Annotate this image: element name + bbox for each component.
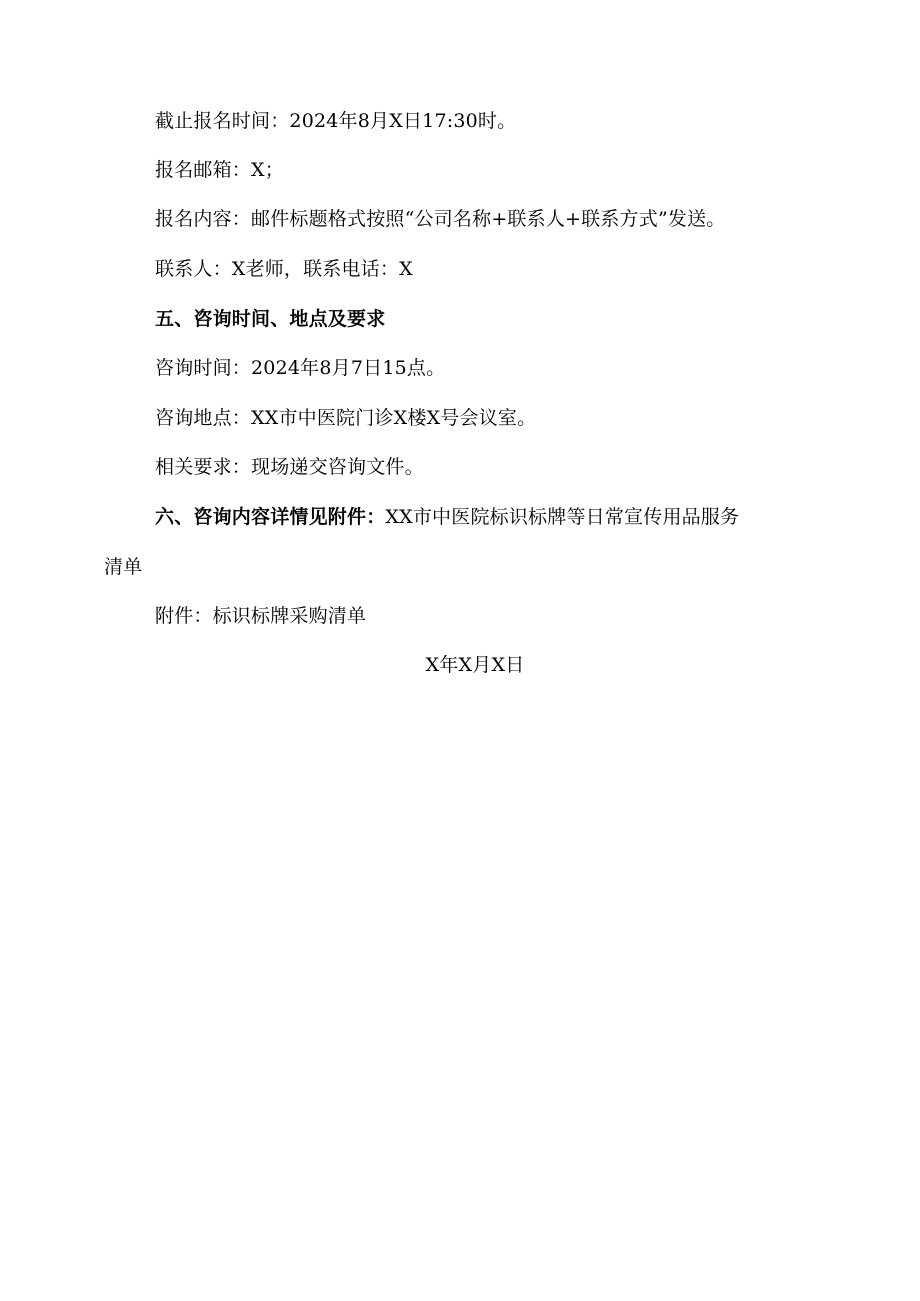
section-6-heading: 六、咨询内容详情见附件： bbox=[155, 506, 386, 528]
registration-content: 报名内容：邮件标题格式按照“公司名称+联系人+联系方式”发送。 bbox=[155, 208, 726, 230]
attachment-line: 附件：标识标牌采购清单 bbox=[155, 605, 367, 627]
registration-contact: 联系人：X老师，联系电话：X bbox=[155, 258, 413, 280]
registration-deadline: 截止报名时间：2024年8月X日17:30时。 bbox=[155, 110, 517, 132]
section-5-heading: 五、咨询时间、地点及要求 bbox=[155, 308, 386, 330]
document-date: X年X月X日 bbox=[425, 654, 525, 676]
section-6-continuation: 清单 bbox=[104, 556, 143, 578]
registration-email: 报名邮箱：X； bbox=[155, 159, 284, 181]
section-6-paragraph bbox=[155, 503, 875, 531]
consult-time: 咨询时间：2024年8月7日15点。 bbox=[155, 357, 446, 379]
consult-requirement: 相关要求：现场递交咨询文件。 bbox=[155, 456, 424, 478]
consult-place: 咨询地点：XX市中医院门诊X楼X号会议室。 bbox=[155, 407, 537, 429]
section-6-text: XX市中医院标识标牌等日常宣传用品服务 bbox=[385, 506, 740, 528]
